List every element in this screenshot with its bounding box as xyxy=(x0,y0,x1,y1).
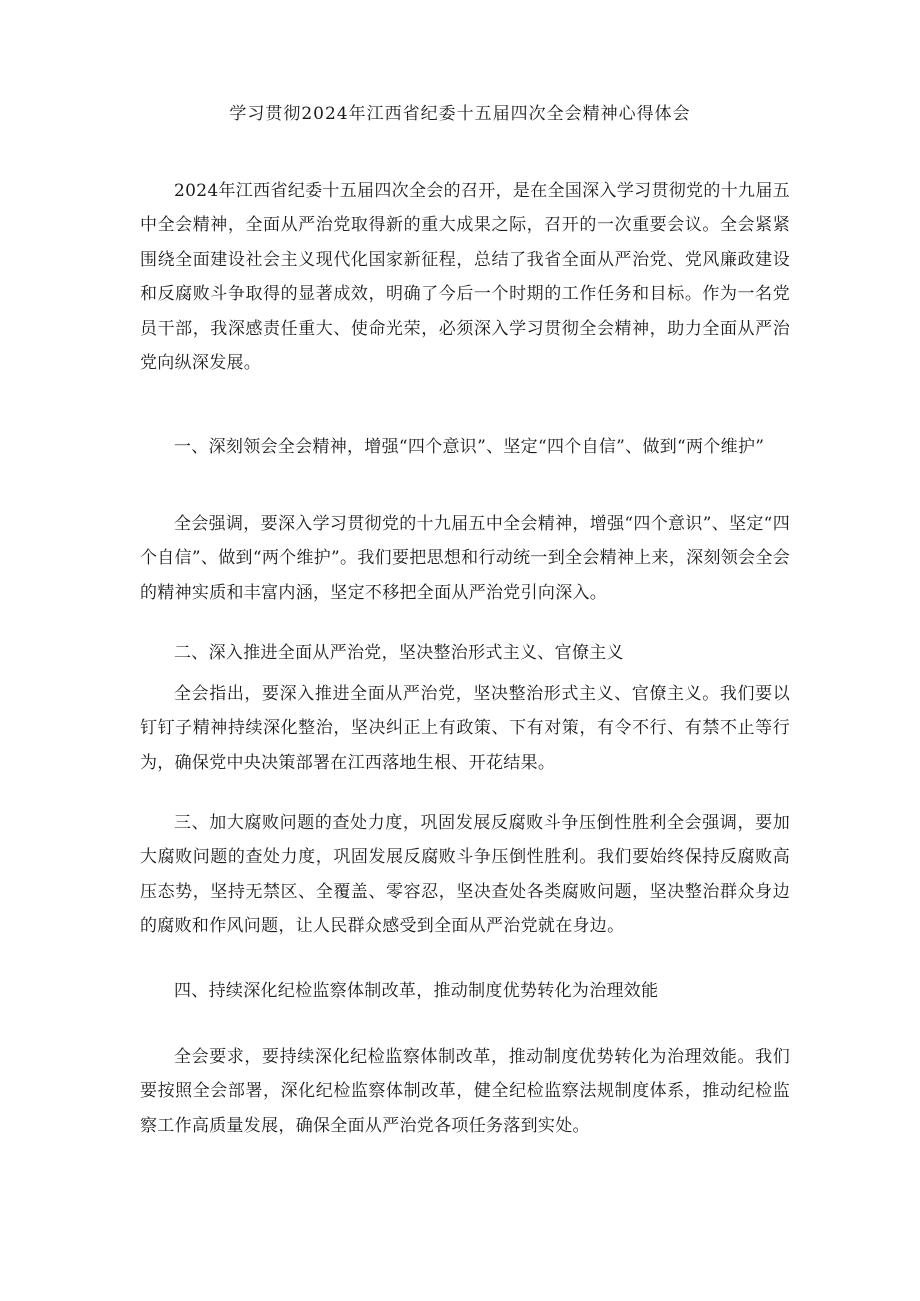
section-paragraph-1: 全会强调，要深入学习贯彻党的十九届五中全会精神，增强“四个意识”、坚定“四个自信”、做到“两个维护”。我们要把思想和行动统一到全会精神上来，深刻领会全会的精神实质和丰富内涵，坚定不移把全面从严治党引向深入。 xyxy=(140,514,790,603)
intro-paragraph: 2024年江西省纪委十五届四次全会的召开，是在全国深入学习贯彻党的十九届五中全会精神，全面从严治党取得新的重大成果之际，召开的一次重要会议。全会紧紧围绕全面建设社会主义现代化国家新征程，总结了我省全面从严治党、党风廉政建设和反腐败斗争取得的显著成效，明确了今后一个时期的工作任务和目标。作为一名党员干部，我深感责任重大、使命光荣，必须深入学习贯彻全会精神，助力全面从严治党向纵深发展。 xyxy=(140,181,790,374)
section-heading-2: 二、深入推进全面从严治党，坚决整治形式主义、官僚主义 xyxy=(174,643,624,663)
section-heading-4: 四、持续深化纪检监察体制改革，推动制度优势转化为治理效能 xyxy=(174,981,659,1001)
section-paragraph-2: 全会指出，要深入推进全面从严治党，坚决整治形式主义、官僚主义。我们要以钉钉子精神持续深化整治，坚决纠正上有政策、下有对策，有令不行、有禁不止等行为，确保党中央决策部署在江西落地生根、开花结果。 xyxy=(140,684,790,773)
document-title: 学习贯彻2024年江西省纪委十五届四次全会精神心得体会 xyxy=(229,104,691,124)
section-paragraph-3: 三、加大腐败问题的查处力度，巩固发展反腐败斗争压倒性胜利全会强调，要加大腐败问题的查处力度，巩固发展反腐败斗争压倒性胜利。我们要始终保持反腐败高压态势，坚持无禁区、全覆盖、零容忍，坚决查处各类腐败问题，坚决整治群众身边的腐败和作风问题，让人民群众感受到全面从严治党就在身边。 xyxy=(140,813,790,937)
section-heading-1: 一、深刻领会全会精神，增强“四个意识”、坚定“四个自信”、做到“两个维护” xyxy=(174,437,765,457)
section-paragraph-4: 全会要求，要持续深化纪检监察体制改革，推动制度优势转化为治理效能。我们要按照全会部署，深化纪检监察体制改革，健全纪检监察法规制度体系，推动纪检监察工作高质量发展，确保全面从严治党各项任务落到实处。 xyxy=(140,1047,790,1136)
